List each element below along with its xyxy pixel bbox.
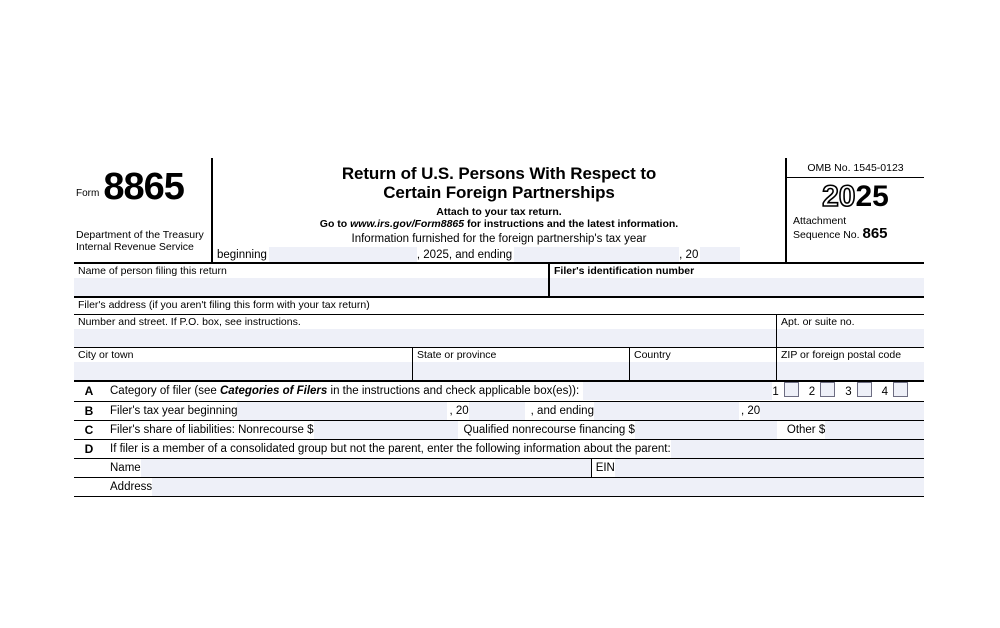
attachment-label: Attachment — [793, 215, 847, 227]
line-c-qualified-label: Qualified nonrecourse financing $ — [463, 424, 635, 436]
header-tax-year-row — [217, 247, 781, 262]
line-a-checkbox-4[interactable] — [882, 382, 924, 401]
number-and-street-cell — [74, 315, 776, 347]
apt-or-suite-input[interactable] — [777, 329, 924, 347]
name-of-person-cell — [74, 264, 548, 296]
form-header — [74, 158, 924, 264]
line-c-row — [74, 421, 924, 440]
city-or-town-input[interactable] — [74, 362, 412, 380]
filers-id-cell — [548, 264, 924, 296]
line-a-checkbox-3-number: 3 — [845, 386, 852, 398]
line-c-nonrecourse-input[interactable] — [314, 421, 458, 439]
line-b-text: Filer's tax year beginning — [110, 405, 238, 417]
line-a-spacer — [583, 382, 772, 400]
number-and-street-input[interactable] — [74, 329, 776, 347]
zip-code-input[interactable] — [777, 362, 924, 380]
name-and-id-row — [74, 264, 924, 298]
line-a-checkbox-1-box[interactable] — [784, 382, 799, 397]
line-a-checkbox-1-number: 1 — [772, 386, 779, 398]
street-and-apt-row — [74, 315, 924, 348]
tax-year-suffix: 25 — [855, 180, 889, 213]
city-state-country-zip-row — [74, 348, 924, 382]
state-or-province-input[interactable] — [413, 362, 629, 380]
state-or-province-cell — [412, 348, 629, 380]
line-a-text-after: in the instructions and check applicable box(es)): — [327, 385, 580, 397]
tax-year-ending-input[interactable] — [514, 247, 679, 262]
line-d-spacer — [671, 440, 924, 458]
line-d-row — [74, 440, 924, 459]
filers-id-input[interactable] — [550, 278, 924, 296]
form-header-right — [785, 158, 924, 262]
city-or-town-cell — [74, 348, 412, 380]
attach-note: Attach to your tax return. — [436, 206, 562, 218]
line-d-name-input[interactable] — [141, 459, 591, 477]
filers-address-header-row — [74, 298, 924, 315]
line-b-beginning-input[interactable] — [237, 402, 447, 420]
line-a-checkbox-3[interactable] — [845, 382, 881, 401]
line-a-checkbox-4-box[interactable] — [893, 382, 908, 397]
line-a-checkbox-1[interactable] — [772, 382, 808, 401]
line-b-row — [74, 402, 924, 421]
attachment-sequence-line — [793, 227, 924, 241]
city-or-town-label: City or town — [78, 349, 134, 361]
line-b-ending-input[interactable] — [594, 402, 739, 420]
line-a-text-before: Category of filer (see — [110, 385, 220, 397]
department-block — [74, 230, 211, 256]
line-d-address-input[interactable] — [152, 478, 924, 496]
line-c-other-label: Other $ — [786, 424, 826, 436]
line-d-address-letter-spacer — [74, 478, 104, 496]
form-title-line-2: Certain Foreign Partnerships — [383, 183, 615, 202]
attachment-sequence-label: Sequence No. — [793, 229, 860, 241]
info-furnished-line: Information furnished for the foreign partnership's tax year — [351, 233, 647, 245]
line-b-and-ending-label: , and ending — [530, 405, 594, 417]
line-c-qualified-input[interactable] — [635, 421, 777, 439]
form-header-center — [213, 158, 785, 262]
state-or-province-label: State or province — [417, 349, 497, 361]
filers-address-label: Filer's address (if you aren't filing this form with your tax return) — [78, 299, 370, 311]
tax-year-end-input[interactable] — [700, 247, 740, 262]
number-and-street-label: Number and street. If P.O. box, see instructions. — [78, 316, 301, 328]
line-b-beginning-year-input[interactable] — [469, 402, 525, 420]
line-a-text — [104, 382, 579, 401]
line-b-ending-year-input[interactable] — [760, 402, 924, 420]
department-line-2: Internal Revenue Service — [76, 240, 194, 253]
form-header-left — [74, 158, 213, 262]
goto-prefix: Go to — [319, 218, 351, 230]
line-c-letter: C — [84, 423, 94, 437]
line-d-name-ein-row — [74, 459, 924, 478]
line-a-checkbox-2-box[interactable] — [820, 382, 835, 397]
line-a-checkbox-2-number: 2 — [808, 386, 816, 398]
line-d-text: If filer is a member of a consolidated group but not the parent, enter the following information about the parent: — [110, 443, 671, 455]
goto-suffix: for instructions and the latest information. — [464, 218, 679, 230]
country-cell — [629, 348, 776, 380]
line-a-checkbox-4-number: 4 — [881, 386, 888, 398]
line-c-text: Filer's share of liabilities: Nonrecourse $ — [110, 424, 314, 436]
zip-code-cell — [776, 348, 924, 380]
tax-year-beginning-input[interactable] — [269, 247, 417, 262]
filers-id-label: Filer's identification number — [554, 265, 695, 277]
omb-number: OMB No. 1545-0123 — [787, 158, 924, 178]
tax-year-mid-label: , 2025, and ending — [416, 248, 513, 261]
form-title-line-1: Return of U.S. Persons With Respect to — [341, 164, 657, 183]
zip-code-label: ZIP or foreign postal code — [781, 349, 902, 361]
name-of-person-input[interactable] — [74, 278, 548, 296]
line-a-letter: A — [84, 384, 94, 398]
goto-line — [217, 218, 781, 231]
tax-year-end-label: , 20 — [679, 248, 699, 261]
filers-address-cell — [74, 298, 924, 314]
tax-year-big — [787, 178, 924, 215]
line-d-ein-input[interactable] — [615, 459, 924, 477]
form-number-block — [74, 162, 211, 208]
irs-url-link[interactable]: www.irs.gov/Form8865 — [350, 218, 465, 230]
form-8865 — [74, 158, 924, 497]
tax-year-beginning-label: beginning — [217, 248, 267, 261]
line-d-name-label: Name — [110, 462, 141, 474]
form-word-label: Form — [76, 188, 100, 199]
line-d-ein-label: EIN — [591, 459, 615, 477]
line-d-name-letter-spacer — [74, 459, 104, 477]
line-a-checkbox-3-box[interactable] — [857, 382, 872, 397]
categories-of-filers-reference: Categories of Filers — [219, 385, 328, 397]
line-b-mid-label: , 20 — [449, 405, 469, 417]
tax-year-century: 20 — [822, 180, 856, 213]
attachment-sequence-number: 865 — [862, 225, 888, 242]
line-b-letter: B — [84, 404, 94, 418]
form-number: 8865 — [103, 166, 184, 208]
line-c-other-input[interactable] — [825, 421, 924, 439]
apt-or-suite-label: Apt. or suite no. — [781, 316, 855, 328]
line-d-address-label: Address — [110, 481, 153, 493]
name-of-person-label: Name of person filing this return — [78, 265, 227, 277]
attachment-sequence-block — [787, 215, 924, 244]
line-d-address-row — [74, 478, 924, 497]
country-label: Country — [634, 349, 671, 361]
line-a-checkbox-2[interactable] — [809, 382, 845, 401]
department-line-1: Department of the Treasury — [76, 229, 204, 241]
line-d-letter: D — [84, 442, 94, 456]
line-a-row — [74, 382, 924, 402]
country-input[interactable] — [630, 362, 776, 380]
apt-or-suite-cell — [776, 315, 924, 347]
line-b-end-label: , 20 — [740, 405, 761, 417]
